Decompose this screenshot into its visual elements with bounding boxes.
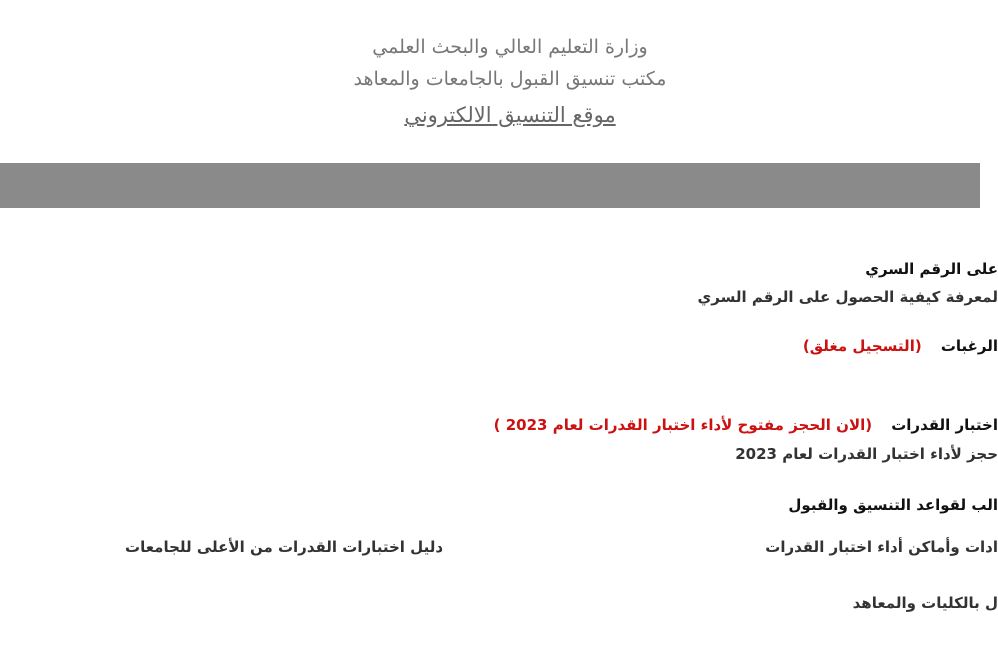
site-title-link[interactable]: موقع التنسيق الالكتروني [404,103,616,127]
abilities-status: (الان الحجز مفتوح لأداء اختبار القدرات لعام 2023 ) [493,416,873,434]
preferences-status: (التسجيل مغلق) [802,337,922,355]
preferences-heading: الرغبات [940,337,998,355]
secret-number-heading: على الرقم السري [865,260,998,278]
colleges-link[interactable]: ل بالكليات والمعاهد [852,594,998,612]
abilities-heading: اختبار القدرات [891,416,998,434]
test-locations-link[interactable]: ادات وأماكن أداء اختبار القدرات [765,538,998,556]
secret-number-link[interactable]: لمعرفة كيفية الحصول على الرقم السري [697,288,998,306]
abilities-guide-link[interactable]: دليل اختبارات القدرات من الأعلى للجامعات [125,538,444,556]
rules-heading: الب لقواعد التنسيق والقبول [788,496,998,514]
office-name: مكتب تنسيق القبول بالجامعات والمعاهد [353,68,667,90]
abilities-row [494,416,998,434]
main-content [0,208,998,654]
navigation-bar [0,163,980,208]
abilities-booking-link[interactable]: حجز لأداء اختبار القدرات لعام 2023 [735,445,998,463]
ministry-name: وزارة التعليم العالي والبحث العلمي [372,36,648,58]
preferences-row [803,337,998,355]
site-header [0,0,980,160]
